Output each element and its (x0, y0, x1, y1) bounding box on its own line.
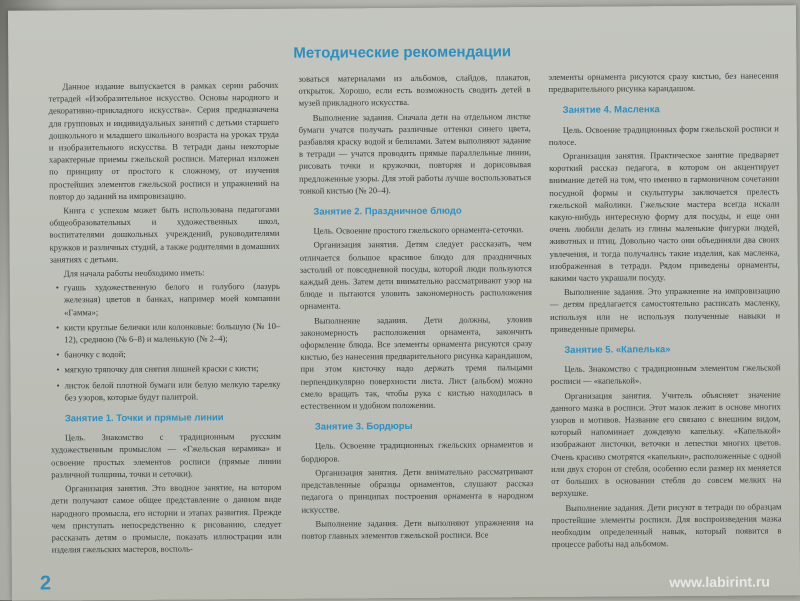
lesson-paragraph: Организация занятия. Дети внимательно рассматривают представленные образцы орнаментов, слушают рассказ педагога о принципах построения орнамента в народном искусстве. (301, 465, 534, 515)
lesson-paragraph: Выполнение задания. Сначала дети на отдельном листке бумаги учатся получать различные оттенки синего цвета, разбавляя краску водой и белилами. Затем выполняют задание в тетради — учатся проводить прямые параллельные линии, рисовать точки и кружочки, повторяя и дорисовывая предложенные узоры. Для этой работы лучше воспользоваться тонкой кистью (№ 20–4). (298, 110, 532, 196)
lesson-3-heading: Занятие 3. Бордюры (314, 421, 413, 433)
lesson-4-heading: Занятие 4. Масленка (562, 104, 660, 117)
lesson-5-heading: Занятие 5. «Капелька» (564, 344, 671, 356)
continued-paragraph: зоваться материалами из альбомов, слайдов, плакатов, открыток. Хорошо, если есть возможность сводить детей в музей прикладного искусства. (298, 72, 531, 109)
materials-list-item: • баночку с водой; (56, 347, 280, 361)
lesson-paragraph: Выполнение задания. Дети выполняют упражнения на повтор главных элементов гжельской росписи. Все (301, 516, 534, 541)
lesson-paragraph: Организация занятия. Практическое занятие предваряет короткий рассказ педагога, в котором он акцентирует внимание детей на том, что именно в гармоничном сочетании посудной формы и скульптуры заключается прелесть гжельской майолики. Гжельские мастера всегда искали какую-нибудь интересную форму для посуды, и еще они очень любили делать из глины маленькие фигурки людей, животных и птиц. Довольно часто они объединяли два своих увлечения, и тогда получались такие изделия, как масленка, изображенная в тетради. Рядом приведены орнаменты, какими часто украшали посуду. (549, 149, 780, 284)
materials-list-item: • гуашь художественную белого и голубого (лазурь железная) цветов в банках, например моей компании «Гамма»; (56, 280, 280, 318)
continued-paragraph: элементы орнамента рисуются сразу кистью, без нанесения предварительного рисунка карандашом. (548, 70, 779, 95)
column-right (548, 69, 781, 552)
watermark-text: www.labirint.ru (669, 573, 771, 591)
lesson-paragraph: Цель. Освоение простого гжельского орнамента-сеточки. (313, 224, 524, 236)
lesson-paragraph: Выполнение задания. Дети должны, уловив закономерность расположения орнамента, закончить оформление блюда. Все элементы орнамента рисуются сразу кистью, без нанесения предварительного рисунка карандашом, при этом кисточку надо держать тремя пальцами перпендикулярно поверхности листа. Лист (альбом) можно смело вращать так, чтобы рука с кистью находилась в естественном и удобном положении. (300, 313, 533, 411)
page-number: 2 (39, 572, 52, 595)
lesson-paragraph: Организация занятия. Это вводное занятие, на котором дети получают самое общее представление о данном виде народного промысла, его истории и этапах развития. Прежде чем приступать непосредственно к рисованию, следует рассказать детям о промысле, показать иллюстрации или изделия гжельских мастеров, восполь- (51, 481, 282, 555)
lesson-paragraph: Цель. Освоение традиционных гжельских орнаментов и бордюров. (301, 439, 534, 464)
column-middle (298, 71, 533, 544)
lesson-paragraph: Выполнение задания. Дети рисуют в тетради по образцам простейшие элементы росписи. Для воспроизведения мазка необходим определенный навык, который появится в процессе работы над альбомом. (551, 500, 782, 550)
materials-list-item: • кисти круглые белички или колонковые: большую (№ 10–12), среднюю (№ 6–8) и маленькую (№ 2–4); (56, 320, 280, 346)
lesson-paragraph: Цель. Знакомство с традиционным элементом гжельской росписи — «капелькой». (550, 362, 781, 387)
intro-paragraph: Книга с успехом может быть использована педагогами общеобразовательных и художественных школ, воспитателями дошкольных учреждений, руководителями кружков и различных студий, а также родителями в домашних занятиях с детьми. (49, 203, 280, 265)
lesson-paragraph: Цель. Освоение традиционных форм гжельской росписи и полосе. (548, 122, 779, 147)
column-left (48, 79, 281, 558)
intro-paragraph: Для начала работы необходимо иметь: (63, 267, 205, 279)
materials-list-item: • мягкую тряпочку для снятия лишней краски с кисти; (56, 362, 280, 376)
book-page (8, 5, 800, 600)
materials-list-item: • листок белой плотной бумаги или белую мелкую тарелку без узоров, которые будут палитрой. (57, 378, 281, 404)
lesson-1-heading: Занятие 1. Точки и прямые линии (64, 412, 224, 425)
lesson-2-heading: Занятие 2. Праздничное блюдо (313, 205, 462, 218)
lesson-paragraph: Организация занятия. Учитель объясняет значение данного мазка в росписи. Этот мазок лежит в основе многих узоров и мотивов. Название его связано с внешним видом, который напоминает дождевую капельку. «Капелькой» изображают листочки, веточки и лепестки многих цветов. Очень красиво смотрятся «капельки», расположенные с одной или двух сторон от стебля, особенно если размер их меняется от больших в основании стебля до совсем мелких на верхушке. (550, 389, 782, 499)
intro-paragraph: Данное издание выпускается в рамках серии рабочих тетрадей «Изобразительное искусство. Основы народного и декоративно-прикладного искусства». Серия предназначена для групповых и индивидуальных занятий с детьми старшего дошкольного и младшего школьного возраста на уроках труда и изобразительного искусства. В тетради даны некоторые характерные приемы гжельской росписи. Материал изложен по принципу от простого к сложному, от изучения простейших элементов гжельской росписи и упражнений на повтор до заданий на импровизацию. (48, 79, 280, 202)
lesson-paragraph: Выполнение задания. Это упражнение на импровизацию — детям предлагается самостоятельно расписать масленку, используя или не используя полученные навыки и приведенные примеры. (549, 285, 781, 334)
lesson-paragraph: Организация занятия. Детям следует рассказать, чем отличается большое красивое блюдо для праздничных застолий от повседневной посуды, которой люди пользуются каждый день. Затем дети внимательно рассматривают узор на блюде и пытаются уловить закономерность расположения орнамента. (299, 238, 532, 312)
lesson-paragraph: Цель. Знакомство с традиционным русским художественным промыслом — «Гжельская керамика» и освоение простых элементов росписи (прямые линии различной толщины, точки и сеточки). (50, 431, 282, 480)
page-title: Методические рекомендации (293, 43, 512, 62)
